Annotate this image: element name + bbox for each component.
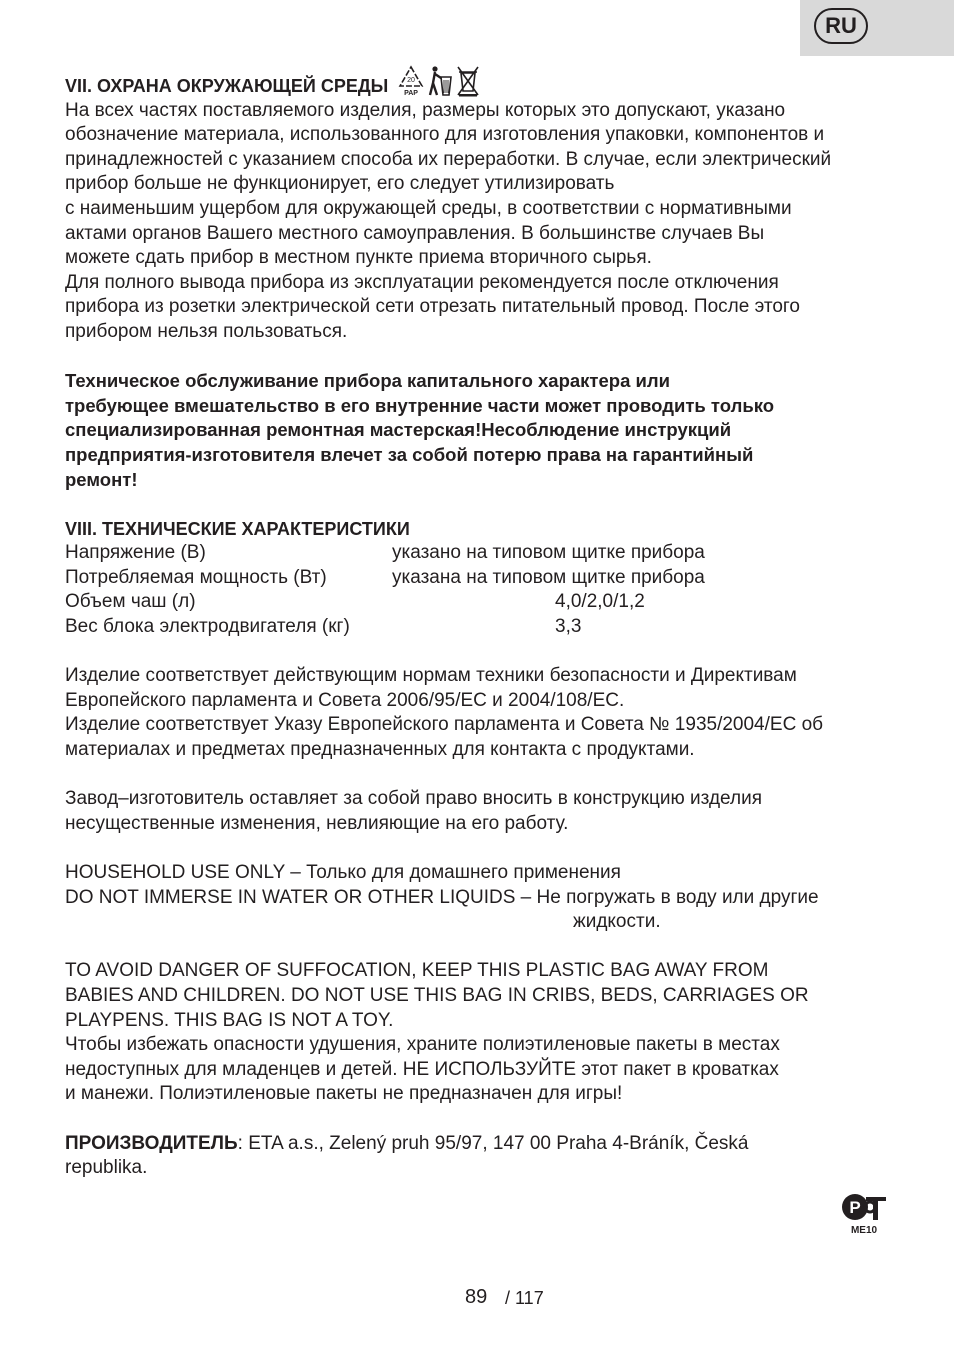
spec-row: [65, 541, 905, 566]
suffocation-line: Чтобы избежать опасности удушения, храните полиэтиленовые пакеты в местах: [65, 1034, 780, 1056]
producer-label: ПРОИЗВОДИТЕЛЬ: [65, 1132, 238, 1154]
section7-line: обозначение материала, использованного для изготовления упаковки, компонентов и: [65, 124, 825, 146]
section7-heading-row: [65, 74, 905, 99]
section7-line: Для полного вывода прибора из эксплуатации рекомендуется после отключения: [65, 271, 779, 293]
recycle-number: 20: [407, 77, 416, 85]
svg-text:Р: Р: [849, 1198, 861, 1217]
usage-line: DO NOT IMMERSE IN WATER OR OTHER LIQUIDS – Не погружать в воду или другие: [65, 886, 819, 908]
recycle-material: PAP: [404, 90, 419, 98]
warning-line: Техническое обслуживание прибора капитального характера или: [65, 370, 671, 392]
section7-line: прибора из розетки электрической сети отрезать питательный провод. После этого: [65, 296, 800, 318]
suffocation-line: недоступных для младенцев и детей. НЕ ИСПОЛЬЗУЙТЕ этот пакет в кроватках: [65, 1058, 779, 1080]
certification-code: ME10: [850, 1225, 878, 1236]
spec-row: [65, 590, 905, 615]
usage-line: жидкости.: [573, 911, 661, 933]
tidy-man-icon: [427, 65, 456, 97]
producer-address: : ETA a.s., Zelený pruh 95/97, 147 00 Praha 4-Bráník, Česká: [237, 1132, 749, 1154]
warning-line: специализированная ремонтная мастерская!Несоблюдение инструкций: [65, 419, 732, 441]
page-content: [65, 74, 905, 1181]
spec-row: [65, 615, 905, 640]
conformity-line: Европейского парламента и Совета 2006/95/ЕС и 2004/108/ЕС.: [65, 689, 625, 711]
warning-line: ремонт!: [65, 468, 138, 490]
spec-row: [65, 566, 905, 591]
section7-line: актами органов Вашего местного самоуправления. В большинстве случаев Вы: [65, 222, 765, 244]
spec-value: 3,3: [555, 616, 582, 638]
page-number: 89: [465, 1286, 488, 1308]
suffocation-line: BABIES AND CHILDREN. DO NOT USE THIS BAG IN CRIBS, BEDS, CARRIAGES OR: [65, 984, 809, 1006]
spec-label: Вес блока электродвигателя (кг): [65, 616, 350, 638]
spec-value: указана на типовом щитке прибора: [392, 566, 705, 588]
suffocation-line: и манежи. Полиэтиленовые пакеты не предназначен для игры!: [65, 1083, 623, 1105]
usage-line: HOUSEHOLD USE ONLY – Только для домашнего применения: [65, 862, 621, 883]
conformity-line: Изделие соответствует Указу Европейского парламента и Совета № 1935/2004/ЕС об: [65, 714, 824, 736]
section7-line: можете сдать прибор в местном пункте приема вторичного сырья.: [65, 247, 652, 269]
manufacturer-rights-line: Завод–изготовитель оставляет за собой право вносить в конструкцию изделия: [65, 788, 762, 810]
section7-line: с наименьшим ущербом для окружающей среды, в соответствии с нормативными: [65, 197, 792, 219]
spec-label: Объем чаш (л): [65, 591, 196, 613]
language-badge: RU: [814, 8, 868, 44]
conformity-line: Изделие соответствует действующим нормам техники безопасности и Директивам: [65, 665, 797, 687]
spec-label: Напряжение (В): [65, 542, 206, 564]
certification-mark: [840, 1190, 888, 1240]
warning-line: предприятия-изготовителя влечет за собой потерю права на гарантийный: [65, 443, 754, 465]
section7-line: прибор больше не функционирует, его следует утилизировать: [65, 173, 615, 195]
producer-line: republika.: [65, 1157, 148, 1179]
spec-value: указано на типовом щитке прибора: [392, 542, 705, 564]
suffocation-line: PLAYPENS. THIS BAG IS NOT A TOY.: [65, 1009, 394, 1031]
page-total: / 117: [505, 1288, 544, 1308]
suffocation-line: TO AVOID DANGER OF SUFFOCATION, KEEP THIS PLASTIC BAG AWAY FROM: [65, 960, 769, 982]
warning-line: требующее вмешательство в его внутренние части может проводить только: [65, 394, 775, 416]
language-tab: [800, 0, 954, 56]
section7-line: прибором нельзя пользоваться.: [65, 320, 348, 342]
producer-line: [65, 1132, 905, 1157]
spec-value: 4,0/2,0/1,2: [555, 591, 645, 613]
section7-line: принадлежностей с указанием способа их переработки. В случае, если электрический: [65, 148, 832, 170]
section7-heading: VII. ОХРАНА ОКРУЖАЮЩЕЙ СРЕДЫ: [65, 76, 389, 96]
eco-symbols: [398, 63, 483, 97]
section7-line: На всех частях поставляемого изделия, размеры которых это допускают, указано: [65, 99, 786, 121]
section8-heading: VIII. ТЕХНИЧЕСКИЕ ХАРАКТЕРИСТИКИ: [65, 518, 410, 539]
crossed-bin-icon: [456, 65, 483, 97]
spec-label: Потребляемая мощность (Вт): [65, 566, 327, 588]
recycle-icon: [398, 65, 427, 97]
manufacturer-rights-line: несущественные изменения, невлияющие на его работу.: [65, 812, 569, 834]
conformity-line: материалах и предметах предназначенных для контакта с продуктами.: [65, 739, 695, 761]
